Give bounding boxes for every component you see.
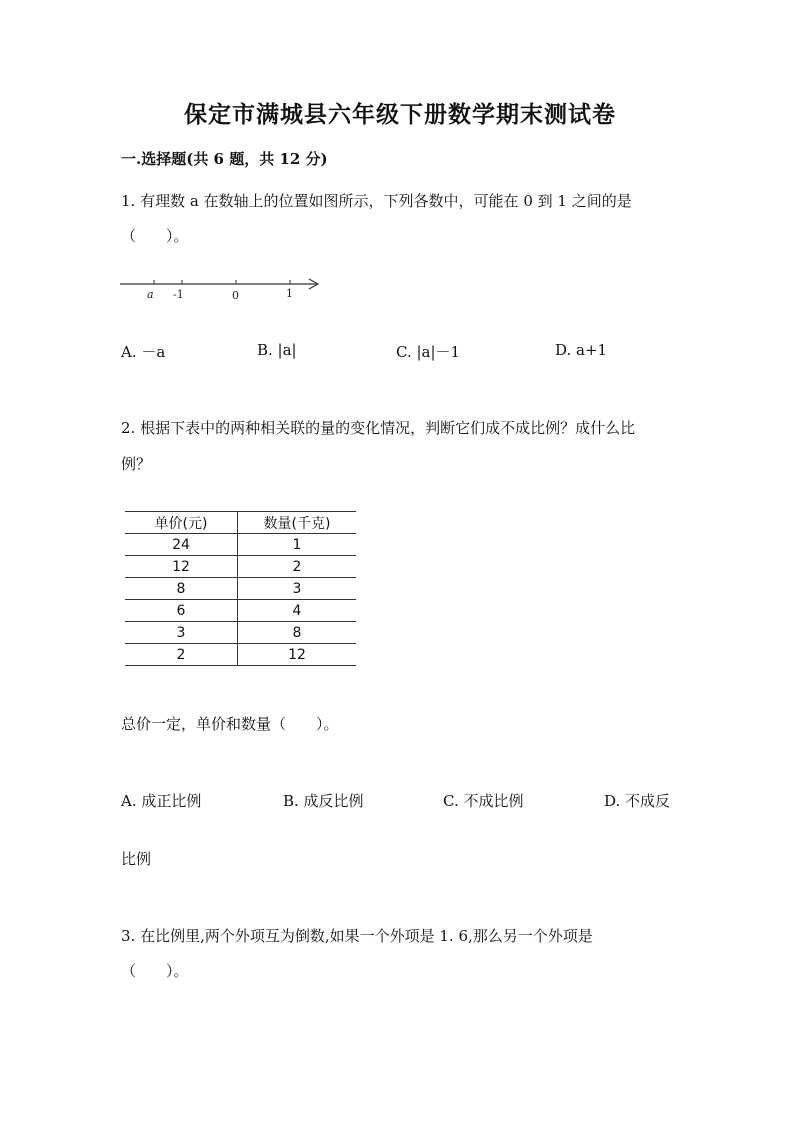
table-row bbox=[125, 578, 356, 600]
q1-text: 1. 有理数 a 在数轴上的位置如图所示，下列各数中，可能在 0 到 1 之间的是 bbox=[121, 192, 632, 210]
q3-blank: （ ）。 bbox=[121, 962, 189, 980]
table-row bbox=[125, 644, 356, 666]
q2-option-a[interactable]: A. 成正比例 bbox=[121, 792, 202, 810]
q1-option-c[interactable]: C. |a|－1 bbox=[396, 343, 461, 361]
table-header-row bbox=[125, 512, 356, 534]
q2-text: 2. 根据下表中的两种相关联的量的变化情况，判断它们成不成比例？成什么比 bbox=[121, 419, 636, 437]
header-quantity: 数量(千克) bbox=[238, 512, 357, 534]
q2-option-b[interactable]: B. 成反比例 bbox=[283, 792, 364, 810]
header-unit-price: 单价(元) bbox=[125, 512, 238, 534]
q2-option-c[interactable]: C. 不成比例 bbox=[443, 792, 524, 810]
q2-prompt: 总价一定，单价和数量（ ）。 bbox=[121, 715, 339, 733]
section-header: 一.选择题(共 6 题，共 12 分) bbox=[121, 150, 328, 168]
cell-quantity: 12 bbox=[238, 644, 357, 666]
cell-price: 3 bbox=[125, 622, 238, 644]
cell-price: 6 bbox=[125, 600, 238, 622]
cell-price: 24 bbox=[125, 534, 238, 556]
cell-price: 8 bbox=[125, 578, 238, 600]
q2-option-d[interactable]: D. 不成反 bbox=[604, 792, 671, 810]
q2-option-d-wrap: 比例 bbox=[121, 850, 152, 868]
label-a: a bbox=[147, 288, 154, 301]
q1-option-a[interactable]: A. －a bbox=[121, 343, 166, 361]
q3-text: 3. 在比例里,两个外项互为倒数,如果一个外项是 1. 6,那么另一个外项是 bbox=[121, 927, 593, 945]
cell-quantity: 8 bbox=[238, 622, 357, 644]
q1-option-d[interactable]: D. a+1 bbox=[555, 341, 608, 359]
label-1: 1 bbox=[286, 287, 293, 300]
q1-blank: （ ）。 bbox=[121, 227, 189, 245]
q1-option-b[interactable]: B. |a| bbox=[257, 341, 297, 359]
number-line bbox=[118, 272, 328, 306]
table-row bbox=[125, 622, 356, 644]
cell-quantity: 1 bbox=[238, 534, 357, 556]
price-quantity-table bbox=[125, 511, 356, 666]
page-title: 保定市满城县六年级下册数学期末测试卷 bbox=[184, 101, 616, 128]
cell-quantity: 4 bbox=[238, 600, 357, 622]
cell-price: 12 bbox=[125, 556, 238, 578]
table-row bbox=[125, 534, 356, 556]
cell-price: 2 bbox=[125, 644, 238, 666]
table-row bbox=[125, 600, 356, 622]
table-row bbox=[125, 556, 356, 578]
cell-quantity: 2 bbox=[238, 556, 357, 578]
cell-quantity: 3 bbox=[238, 578, 357, 600]
q2-text-cont: 例？ bbox=[121, 455, 152, 473]
label-0: 0 bbox=[232, 289, 239, 302]
label-minus-1: -1 bbox=[173, 288, 184, 301]
